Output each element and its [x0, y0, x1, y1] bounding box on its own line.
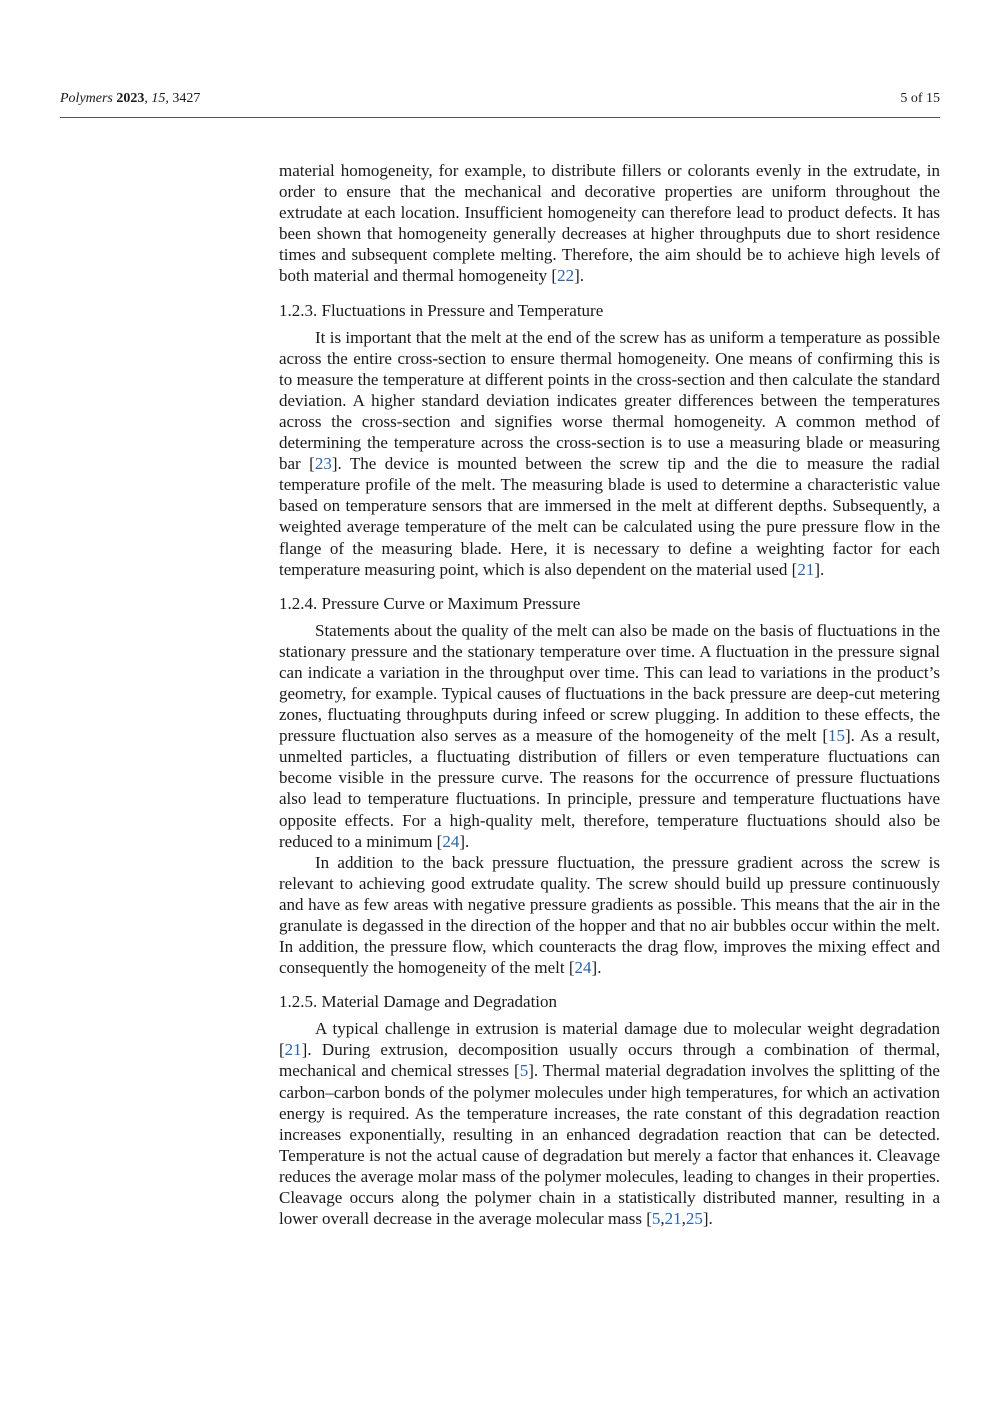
text-run: ]. — [814, 559, 825, 579]
journal-year: 2023 — [116, 91, 145, 106]
text-run: ]. — [574, 266, 584, 286]
text-run: ]. — [459, 831, 470, 851]
text-run: A typical challenge in extrusion is material damage due to molecular weight degradation [ — [279, 1019, 940, 1060]
citation-link[interactable]: 24 — [574, 958, 592, 978]
text-run: ]. As a result, unmelted particles, a fluctuating distribution of fillers or even temperature fluctuations can become visible in the pressure curve. The reasons for the occurrence of pressure fluctuations also lead to temperature fluctuations. In principle, pressure and temperature fluctuations have opposite effects. For a high-quality melt, therefore, temperature fluctuations should also be reduced to a minimum [ — [279, 726, 940, 851]
text-run: material homogeneity, for example, to distribute fillers or colorants evenly in the extrudate, in order to ensure that the mechanical and decorative properties are uniform throughout the extrudate at each location. Insufficient homogeneity can therefore lead to product defects. It has been shown that homogeneity generally decreases at higher throughputs due to short residence times and subsequent complete melting. Therefore, the aim should be to achieve high levels of both material and thermal homogeneity [ — [279, 161, 940, 286]
article-number: 3427 — [172, 91, 201, 106]
article-body — [279, 160, 940, 1229]
text-run: ]. — [702, 1209, 713, 1229]
text-run: In addition to the back pressure fluctuation, the pressure gradient across the screw is relevant to achieving good extrudate quality. The screw should build up pressure continuously and have as few areas with negative pressure gradients as possible. This means that the air in the granulate is degassed in the direction of the hopper and that no air bubbles occur within the melt. In addition, the pressure flow, which counteracts the drag flow, improves the mixing effect and consequently the homogeneity of the melt [ — [279, 852, 940, 978]
journal-name: Polymers — [60, 91, 113, 106]
citation-link[interactable]: 21 — [284, 1040, 302, 1060]
header-divider — [60, 117, 940, 118]
section-heading-1-2-5: 1.2.5. Material Damage and Degradation — [279, 992, 558, 1012]
text-run: , — [681, 1209, 686, 1229]
section-heading-1-2-4: 1.2.4. Pressure Curve or Maximum Pressure — [279, 593, 581, 613]
paragraph-material-degradation — [279, 1018, 940, 1229]
citation-link[interactable]: 5 — [519, 1061, 529, 1081]
text-run: ]. — [591, 958, 602, 978]
page-number: 5 of 15 — [900, 91, 940, 106]
citation-link[interactable]: 21 — [797, 559, 815, 579]
page-header — [60, 91, 940, 113]
paragraph-pressure-gradient — [279, 852, 940, 979]
paragraph-temperature-fluctuations — [279, 327, 940, 580]
text-run: ]. Thermal material degradation involves the splitting of the carbon–carbon bonds of the polymer molecules under high temperatures, for which an activation energy is required. As the temperature increases, the rate constant of this degradation reaction increases exponentially, resulting in an enhanced degradation reaction that can be detected. Temperature is not the actual cause of degradation but merely a factor that enhances it. Cleavage reduces the average molar mass of the polymer molecules, leading to changes in their properties. Cleavage occurs along the polymer chain in a statistically distributed manner, resulting in a lower overall decrease in the average molecular mass [ — [279, 1061, 940, 1229]
paragraph-pressure-fluctuations — [279, 620, 940, 852]
citation-link[interactable]: 24 — [442, 831, 460, 851]
text-run: ]. The device is mounted between the screw tip and the die to measure the radial temperature profile of the melt. The measuring blade is used to determine a characteristic value based on temperature sensors that are immersed in the melt at different depths. Subsequently, a weighted average temperature of the melt can be calculated using the pure pressure flow in the flange of the measuring blade. Here, it is necessary to define a weighting factor for each temperature measuring point, which is also dependent on the material used [ — [279, 454, 940, 579]
section-heading-1-2-3: 1.2.3. Fluctuations in Pressure and Temperature — [279, 300, 604, 320]
citation-link[interactable]: 23 — [314, 454, 332, 474]
citation-link[interactable]: 5 — [651, 1209, 661, 1229]
citation-link[interactable]: 21 — [664, 1209, 682, 1229]
journal-volume: 15 — [151, 91, 166, 106]
text-run: It is important that the melt at the end of the screw has as uniform a temperature as possible across the entire cross-section to ensure thermal homogeneity. One means of confirming this is to measure the temperature at different points in the cross-section and then calculate the standard deviation. A higher standard deviation indicates greater differences between the temperatures across the cross-section and signifies worse thermal homogeneity. A common method of determining the temperature across the cross-section is to use a measuring blade or measuring bar [ — [279, 327, 940, 474]
text-run: , — [660, 1209, 665, 1229]
journal-citation: Polymers 2023, 15, 3427 — [60, 91, 201, 106]
paragraph-homogeneity-continued — [279, 160, 940, 287]
citation-link[interactable]: 15 — [828, 726, 846, 746]
text-run: ]. During extrusion, decomposition usually occurs through a combination of thermal, mechanical and chemical stresses [ — [279, 1040, 940, 1081]
citation-link[interactable]: 22 — [557, 266, 575, 286]
citation-link[interactable]: 25 — [685, 1209, 703, 1229]
text-run: Statements about the quality of the melt can also be made on the basis of fluctuations in the stationary pressure and the stationary temperature over time. A fluctuation in the pressure signal can indicate a variation in the throughput over time. This can lead to variations in the product’s geometry, for example. Typical causes of fluctuations in the back pressure are deep-cut metering zones, fluctuating throughputs during infeed or screw plugging. In addition to these effects, the pressure fluctuation also serves as a measure of the homogeneity of the melt [ — [279, 620, 940, 746]
